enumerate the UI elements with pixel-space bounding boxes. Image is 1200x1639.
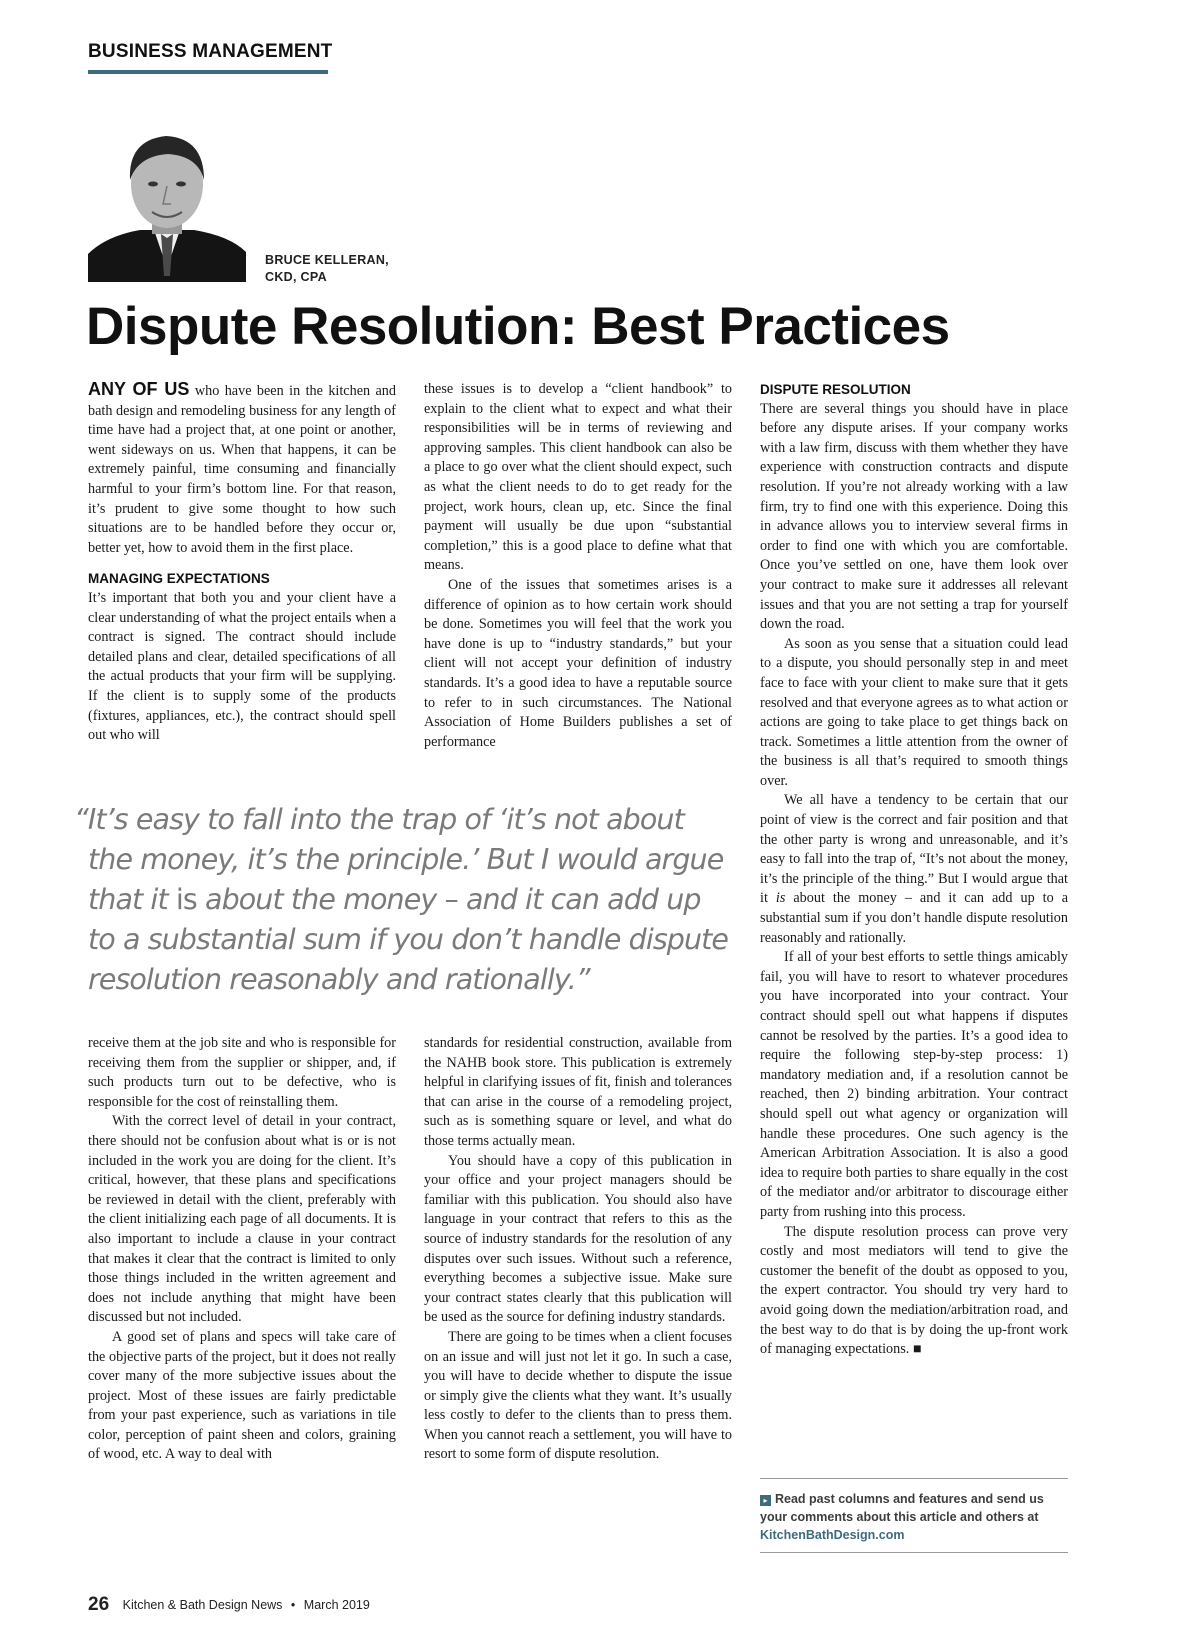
column-2-upper [424,380,732,752]
publication-name: Kitchen & Bath Design News [122,1598,283,1612]
page-footer [88,1594,370,1616]
pull-quote [74,800,729,1000]
lead-in: ANY OF US [88,379,190,399]
pull-quote-line: “It’s easy to fall into the trap of ‘it’s not about [74,803,684,836]
body-paragraph: There are going to be times when a client focuses on an issue and will just not let it go. In such a case, you will have to decide whether to dispute the issue or simply give the clients what they want. It’s usually less costly to defer to the clients than to press them. When you cannot reach a settlement, you will have to resort to some form of dispute resolution. [424,1328,732,1463]
website-link[interactable]: KitchenBathDesign.com [760,1528,905,1542]
author-name: BRUCE KELLERAN, [265,253,389,267]
section-label: BUSINESS MANAGEMENT [88,41,333,62]
pull-quote-line: to a substantial sum if you don’t handle dispute [88,923,729,956]
callout-box [760,1490,1070,1544]
arrow-box-icon: ▸ [760,1495,771,1506]
pull-quote-line: that it is about the money – and it can add up [88,883,701,916]
body-paragraph: It’s important that both you and your client have a clear understanding of what the project entails when a contract is signed. The contract should include detailed plans and clear, detailed specifications of all the actual products that your firm will be supplying. If the client is to supply some of the products (fixtures, appliances, etc.), the contract should spell out who will [88,589,396,744]
pull-quote-line: the money, it’s the principle.’ But I would argue [88,843,724,876]
intro-paragraph: ANY OF US who have been in the kitchen and bath design and remodeling business for any length of time have had a project that, at one point or another, went sideways on us. When that happens, it can be extremely painful, time consuming and financially harmful to your firm’s bottom line. For that reason, it’s prudent to give some thought to how such situations are to be handled before they occur or, better yet, how to avoid them in the first place. [88,379,396,556]
section-rule [88,70,328,74]
body-paragraph: You should have a copy of this publication in your office and your project managers should be familiar with this publication. You should also have language in your contract that refers to this as the source of industry standards for the resolution of any disputes over such issues. Without such a reference, everything becomes a subjective issue. Make sure your contract states clearly that this publication will be used as the source for defining industry standards. [424,1152,732,1326]
page-number: 26 [88,1594,110,1615]
body-paragraph: The dispute resolution process can prove very costly and most mediators will tend to give the customer the benefit of the doubt as opposed to you, the expert contractor. You should try very hard to avoid going down the mediation/arbitration road, and the best way to do that is by doing the up-front work of managing expectations. ■ [760,1223,1068,1358]
author-byline [265,252,389,286]
article-headline: Dispute Resolution: Best Practices [86,297,950,356]
column-1-upper [88,380,396,746]
body-paragraph: As soon as you sense that a situation could lead to a dispute, you should personally step in and meet face to face with your client to make sure that it gets resolved and that everyone agrees as to what action or actions are going to take place to get things back on track. Sometimes a little attention from the owner of the business is all that’s required to smooth things over. [760,635,1068,789]
column-1-lower [88,1034,396,1465]
body-paragraph: standards for residential construction, available from the NAHB book store. This publication is extremely helpful in clarifying issues of fit, finish and tolerances that can arise in the course of a remodeling project, such as is something square or level, and what do those terms actually mean. [424,1035,732,1149]
callout-bottom-rule [760,1552,1068,1553]
body-paragraph: We all have a tendency to be certain that our point of view is the correct and fair position and that the other party is wrong and unreasonable, and it’s easy to fall into the trap of, “It’s not about the money, it’s the principle of the thing.” But I would argue that it is about the money – and it can add up to a substantial sum if you don’t handle dispute resolution reasonably and rationally. [760,792,1068,946]
issue-date: March 2019 [303,1598,370,1612]
author-photo [88,126,246,282]
body-paragraph: these issues is to develop a “client handbook” to explain to the client what to expect and what their responsibilities will be in terms of reviewing and approving samples. This client handbook can also be a place to go over what the client should expect, such as what the client needs to do to get ready for the project, work hours, clean up, etc. Since the final payment will usually be due upon “substantial completion,” this is a good place to define what that means. [424,381,732,574]
body-paragraph: receive them at the job site and who is responsible for receiving them from the supplier or shipper, and, if such products turn out to be defective, who is responsible for the cost of reinstalling them. [88,1035,396,1110]
pull-quote-line: resolution reasonably and rationally.” [88,963,590,996]
author-credentials: CKD, CPA [265,270,327,284]
callout-text: Read past columns and features and send us your comments about this article and others at [760,1492,1044,1524]
body-paragraph: If all of your best efforts to settle things amicably fail, you will have to resort to whatever procedures you have incorporated into your contract. Your contract should spell out what happens if disputes cannot be resolved by the parties. It’s a good idea to require the following step-by-step process: 1) mandatory mediation and, if a resolution cannot be reached, then 2) binding arbitration. Your contract should spell out what agency or organization will handle these procedures. One such agency is the American Arbitration Association. It is also a good idea to require both parties to share equally in the cost of the mediator and/or arbitrator to discourage either party from rushing into this process. [760,949,1068,1220]
body-paragraph: A good set of plans and specs will take care of the objective parts of the project, but it does not really cover many of the more subjective issues about the project. Most of these issues are fairly predictable from your past experience, such as variations in tile color, perception of paint sheen and colors, graining of wood, etc. A way to deal with [88,1328,396,1463]
body-paragraph: There are several things you should have in place before any dispute arises. If your company works with a law firm, discuss with them whether they have experience with construction contracts and dispute resolution. If you’re not already working with a law firm, try to find one with this experience. Doing this in advance allows you to interview several firms in order to find one with which you are comfortable. Once you’ve settled on one, have them look over your contract to make sure it addresses all relevant issues and that you are not setting a trap for yourself down the road. [760,400,1068,633]
body-paragraph: One of the issues that sometimes arises is a difference of opinion as to how certain work should be done. Sometimes you will feel that the work you have done is up to “industry standards,” but your client will not accept your definition of industry standards. It’s a good idea to have a reputable source to refer to in such circumstances. The National Association of Home Builders publishes a set of performance [424,576,732,750]
subhead-managing-expectations: MANAGING EXPECTATIONS [88,571,270,587]
body-paragraph: With the correct level of detail in your contract, there should not be confusion about what is or is not included in the work you are doing for the client. It’s critical, however, that these plans and specifications be reviewed in detail with the client, preferably with the client initializing each page of all documents. It is also important to include a clause in your contract that makes it clear that the contract is limited to only those things included in the written agreement and does not include anything that might have been discussed but not included. [88,1113,396,1326]
subhead-dispute-resolution: DISPUTE RESOLUTION [760,382,911,397]
column-2-lower [424,1034,732,1465]
footer-separator: • [290,1598,296,1612]
column-3 [760,380,1068,1360]
callout-top-rule [760,1478,1068,1479]
